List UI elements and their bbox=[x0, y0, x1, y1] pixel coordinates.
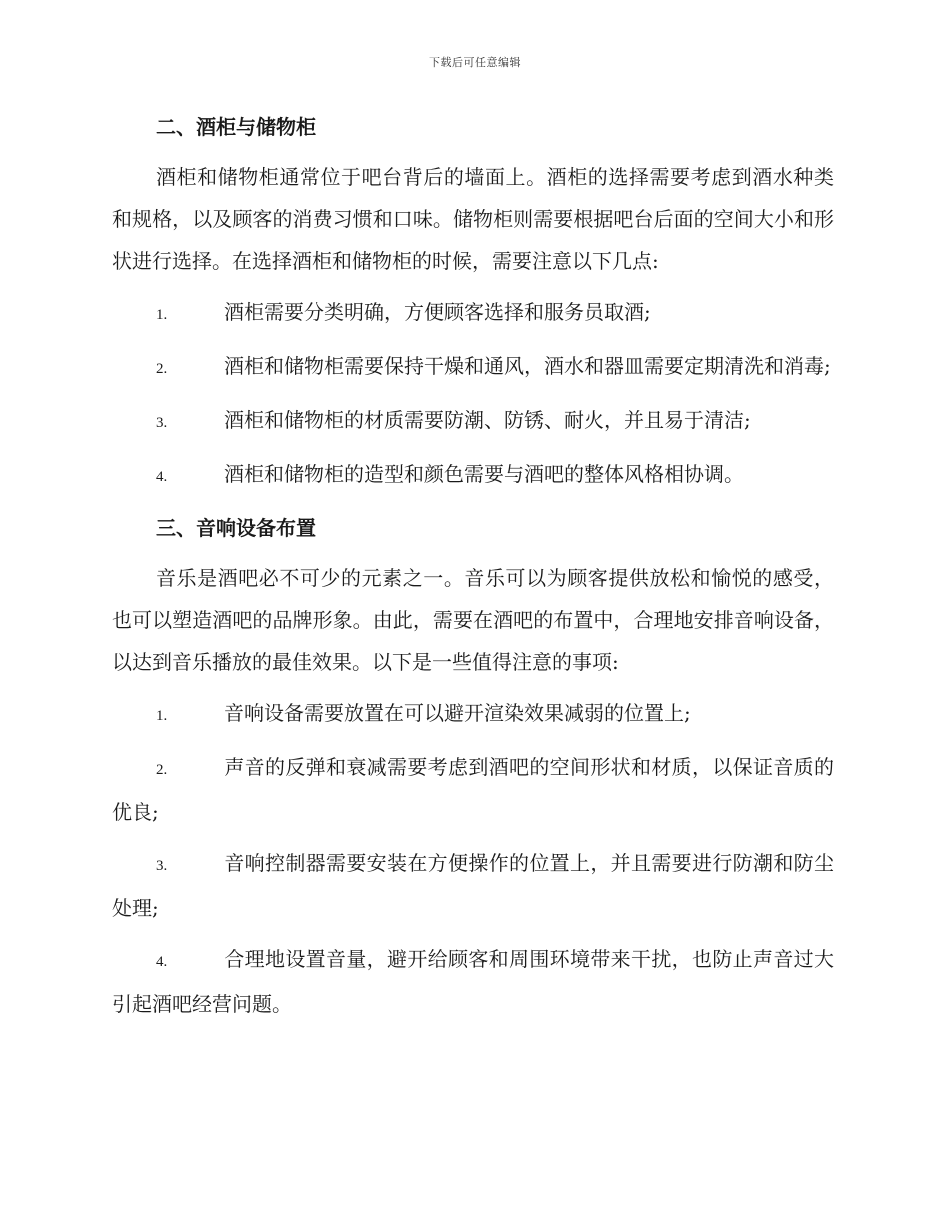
list-item-number: 3. bbox=[156, 858, 168, 874]
section-heading-wine-cabinet: 二、酒柜与储物柜 bbox=[156, 115, 316, 139]
list-item bbox=[112, 291, 834, 336]
section-paragraph-wine-cabinet: 酒柜和储物柜通常位于吧台背后的墙面上。酒柜的选择需要考虑到酒水种类和规格，以及顾客的消费习惯和口味。储物柜则需要根据吧台后面的空间大小和形状进行选择。在选择酒柜和储物柜的时候，需要注意以下几点: bbox=[112, 165, 834, 273]
list-item-number: 2. bbox=[156, 361, 168, 377]
list-item-text: 合理地设置音量，避开给顾客和周围环境带来干扰，也防止声音过大引起酒吧经营问题。 bbox=[112, 947, 834, 1016]
list-item bbox=[112, 746, 834, 833]
list-item-number: 3. bbox=[156, 415, 168, 431]
list-item-text: 音响设备需要放置在可以避开渲染效果减弱的位置上; bbox=[224, 701, 691, 725]
list-item-number: 4. bbox=[156, 954, 168, 970]
list-item bbox=[112, 692, 834, 737]
list-item-text: 声音的反弹和衰减需要考虑到酒吧的空间形状和材质，以保证音质的优良; bbox=[112, 755, 834, 824]
list-item-number: 1. bbox=[156, 307, 168, 323]
list-item-text: 酒柜和储物柜需要保持干燥和通风，酒水和器皿需要定期清洗和消毒; bbox=[224, 354, 831, 378]
list-item bbox=[112, 399, 834, 444]
list-item bbox=[112, 345, 834, 390]
list-item-number: 2. bbox=[156, 762, 168, 778]
section-heading-audio: 三、音响设备布置 bbox=[156, 516, 316, 540]
list-item bbox=[112, 453, 834, 498]
list-item-number: 4. bbox=[156, 469, 168, 485]
header-note: 下载后可任意编辑 bbox=[429, 56, 521, 69]
document-body bbox=[112, 106, 834, 1034]
list-item bbox=[112, 938, 834, 1025]
list-item-text: 酒柜和储物柜的材质需要防潮、防锈、耐火，并且易于清洁; bbox=[224, 408, 751, 432]
list-item-text: 音响控制器需要安装在方便操作的位置上，并且需要进行防潮和防尘处理; bbox=[112, 851, 834, 920]
list-item-number: 1. bbox=[156, 708, 168, 724]
list-item-text: 酒柜需要分类明确，方便顾客选择和服务员取酒; bbox=[224, 300, 651, 324]
section-paragraph-audio: 音乐是酒吧必不可少的元素之一。音乐可以为顾客提供放松和愉悦的感受，也可以塑造酒吧的品牌形象。由此，需要在酒吧的布置中，合理地安排音响设备，以达到音乐播放的最佳效果。以下是一些值得注意的事项: bbox=[112, 566, 834, 674]
list-item bbox=[112, 842, 834, 929]
list-item-text: 酒柜和储物柜的造型和颜色需要与酒吧的整体风格相协调。 bbox=[224, 462, 744, 486]
